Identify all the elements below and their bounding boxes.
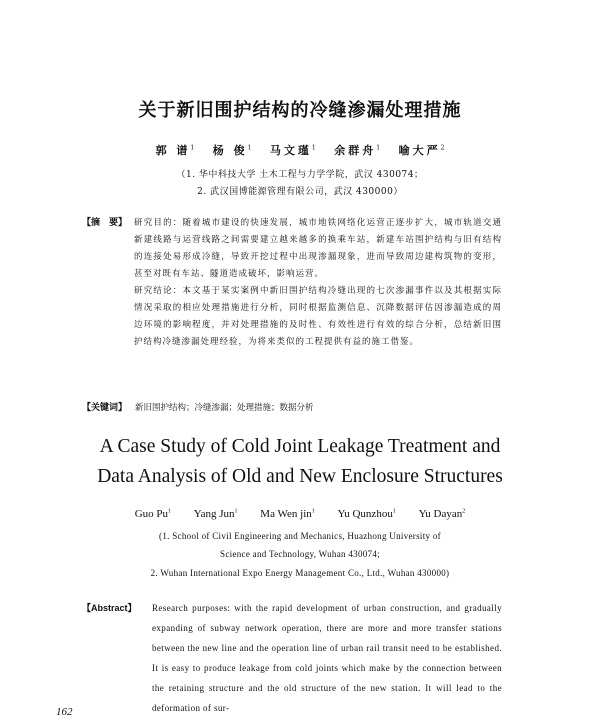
authors-en (0, 508, 600, 520)
abstract-en-label: 【Abstract】 (82, 603, 137, 613)
keywords-cn (82, 400, 314, 413)
affiliation-en-1: (1. School of Civil Engineering and Mechanics, Huazhong University of (159, 531, 441, 541)
author-en-3: Ma Wen jin$^1$ (260, 508, 315, 520)
keywords-cn-text: 新旧围护结构；冷缝渗漏；处理措施；数据分析 (135, 403, 314, 413)
paper-title-en (0, 432, 600, 492)
abstract-cn-label: 【摘 要】 (82, 218, 128, 228)
affiliation-en-3: 2. Wuhan International Expo Energy Management Co., Ltd., Wuhan 430000) (150, 568, 450, 578)
authors-cn (0, 142, 600, 158)
author-cn-4: 余群舟$^1$ (334, 144, 381, 157)
abstract-cn-conclusion: 研究结论：本文基于某实案例中新旧围护结构冷缝出现的七次渗漏事件以及其根据实际情况采取的相应处理措施进行分析，同时根据监测信息、沉降数据评估因渗漏造成的周边环境的影响程度，并对处理措施的及时性、有效性进行有效的综合分析，总结新旧围护结构冷缝渗漏处理经验，为将来类似的工程提供有益的施工借鉴。 (134, 286, 502, 347)
paper-title-en-line1: A Case Study of Cold Joint Leakage Treatment and (99, 436, 501, 457)
abstract-en-text: Research purposes: with the rapid development of urban construction, and gradually expanding of subway network operation, there are more and more transfer stations between the new line and the operation line of urban rail transit need to be established. It is easy to produce leakage from cold joints which make by the connection between the retaining structure and the old structure of the new station. It will lead to the deformation of sur- (152, 603, 502, 713)
author-en-5: Yu Dayan$^2$ (418, 508, 466, 520)
author-en-1: Guo Pu$^1$ (134, 508, 172, 520)
author-cn-1: 郭 谱$^1$ (155, 144, 195, 157)
author-en-4: Yu Qunzhou$^1$ (337, 508, 396, 520)
keywords-cn-label: 【关键词】 (82, 403, 128, 413)
abstract-cn-purpose: 研究目的：随着城市建设的快速发展，城市地铁网络化运营正逐步扩大，城市轨道交通新建线路与运营线路之间需要建立越来越多的换乘车站，新建车站围护结构与旧有结构的连接处易形成冷缝，导致开挖过程中出现渗漏现象，进而导致周边建构筑物的变形，甚至对既有车站、隧道造成破坏，影响运营。 (134, 218, 502, 279)
author-cn-3: 马文瑾$^1$ (269, 144, 316, 157)
author-cn-5: 喻大严$^2$ (398, 144, 445, 157)
affiliation-en-2: Science and Technology, Wuhan 430074; (220, 549, 380, 559)
page-number: 162 (56, 706, 73, 718)
paper-title-cn: 关于新旧围护结构的冷缝渗漏处理措施 (138, 100, 462, 121)
paper-title-en-line2: Data Analysis of Old and New Enclosure Structures (97, 466, 503, 487)
abstract-en (82, 598, 502, 718)
affiliation-cn-2: 2. 武汉国博能源管理有限公司，武汉 430000） (197, 187, 403, 197)
abstract-cn (82, 215, 502, 351)
author-cn-2: 杨 俊$^1$ (212, 144, 252, 157)
affiliation-cn-1: （1. 华中科技大学 土木工程与力学学院，武汉 430074； (176, 170, 424, 180)
author-en-2: Yang Jun$^1$ (193, 508, 238, 520)
